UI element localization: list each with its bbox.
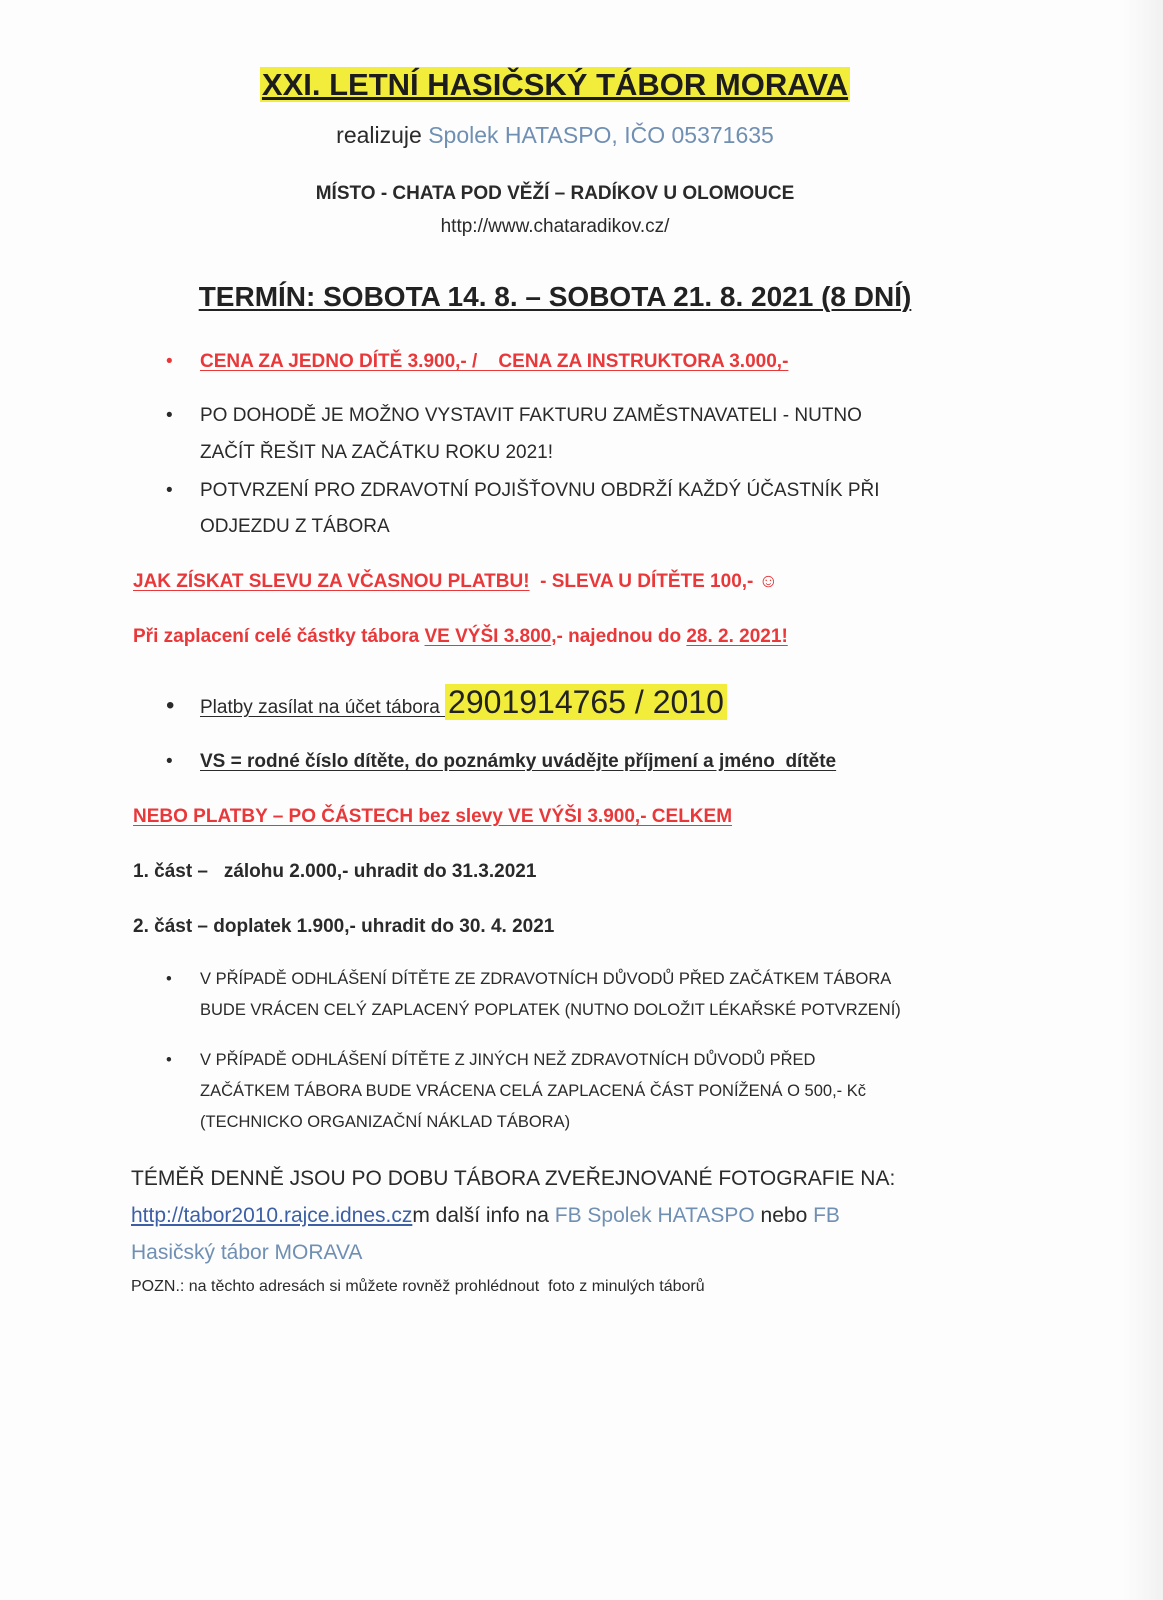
scan-edge [1123,0,1163,1600]
title-line [40,66,1070,103]
cancel-other-2: ZAČÁTKEM TÁBORA BUDE VRÁCENA CELÁ ZAPLACENÁ ČÁST PONÍŽENÁ O 500,- Kč [200,1082,866,1100]
bullet-icon: • [166,751,173,772]
discount-heading: JAK ZÍSKAT SLEVU ZA VČASNOU PLATBU! [133,571,530,592]
installment-2: 2. část – doplatek 1.900,- uhradit do 30. 4. 2021 [133,916,555,937]
term: TERMÍN: SOBOTA 14. 8. – SOBOTA 21. 8. 2021 (8 DNÍ) [198,281,912,312]
note: POZN.: na těchto adresách si můžete rovněž prohlédnout foto z minulých táborů [131,1278,705,1295]
account-label: Platby zasílat na účet tábora [200,697,446,718]
bullet-icon: • [166,692,175,719]
full-payment-deadline: 28. 2. 2021! [686,626,788,647]
place-url[interactable]: http://www.chataradikov.cz/ [440,216,670,237]
full-payment-line [133,626,788,649]
insurance-row [166,480,880,503]
vs-line: VS = rodné číslo dítěte, do poznámky uvádějte příjmení a jméno dítěte [200,751,837,772]
cancel-medical: V PŘÍPADĚ ODHLÁŠENÍ DÍTĚTE ZE ZDRAVOTNÍCH DŮVODŮ PŘED ZAČÁTKEM TÁBORA [200,970,892,988]
fb-tabor-morava: Hasičský tábor MORAVA [131,1241,363,1264]
full-payment-amount: VE VÝŠI 3.800 [424,626,552,647]
bullet-icon: • [166,351,173,372]
cancel-medical-2: BUDE VRÁCEN CELÝ ZAPLACENÝ POPLATEK (NUTNO DOLOŽIT LÉKAŘSKÉ POTVRZENÍ) [200,1001,901,1019]
installments-heading: NEBO PLATBY – PO ČÁSTECH bez slevy VE VÝŠI 3.900,- CELKEM [133,806,733,827]
vs-row [166,751,836,774]
photos-links-line [131,1203,840,1228]
cancel-other: V PŘÍPADĚ ODHLÁŠENÍ DÍTĚTE Z JINÝCH NEŽ ZDRAVOTNÍCH DŮVODŮ PŘED [200,1051,816,1069]
gallery-link[interactable]: http://tabor2010.rajce.idnes.cz [131,1204,413,1227]
invoice-row [166,405,862,428]
discount-amount: - SLEVA U DÍTĚTE 100,- ☺ [529,571,779,592]
installment-1: 1. část – zálohu 2.000,- uhradit do 31.3.2021 [133,861,537,882]
insurance-line-2: ODJEZDU Z TÁBORA [200,516,390,537]
discount-line [133,571,778,594]
document-title: XXI. LETNÍ HASIČSKÝ TÁBOR MORAVA [261,67,849,102]
place: MÍSTO - CHATA POD VĚŽÍ – RADÍKOV U OLOMOUCE [315,183,795,204]
account-number: 2901914765 / 2010 [445,684,727,720]
insurance-line: POTVRZENÍ PRO ZDRAVOTNÍ POJIŠŤOVNU OBDRŽÍ KAŽDÝ ÚČASTNÍK PŘI [200,480,880,501]
bullet-icon: • [166,1051,172,1069]
organizer-line [40,122,1070,150]
price-row [166,351,788,374]
cancel-other-3: (TECHNICKO ORGANIZAČNÍ NÁKLAD TÁBORA) [200,1113,571,1131]
photos-text: nebo [754,1204,814,1227]
full-payment-text: Při zaplacení celé částky tábora [133,626,425,647]
photos-line: TÉMĚŘ DENNĚ JSOU PO DOBU TÁBORA ZVEŘEJNOVANÉ FOTOGRAFIE NA: [131,1167,896,1190]
photos-text: m další info na [412,1204,555,1227]
invoice-line-2: ZAČÍT ŘEŠIT NA ZAČÁTKU ROKU 2021! [200,442,554,463]
bullet-icon: • [166,405,173,426]
full-payment-text: ,- najednou do [551,626,687,647]
price-line: CENA ZA JEDNO DÍTĚ 3.900,- / CENA ZA INSTRUKTORA 3.000,- [200,351,789,372]
bullet-icon: • [166,480,173,501]
organizer-prefix: realizuje [336,122,429,148]
account-line [166,682,727,728]
fb-hataspo-link: FB Spolek HATASPO [554,1204,755,1227]
fb-label: FB [813,1204,840,1227]
bullet-icon: • [166,970,172,988]
cancel-medical-row [166,970,891,990]
cancel-other-row [166,1051,815,1071]
organizer-name: Spolek HATASPO, IČO 05371635 [428,122,774,148]
invoice-line: PO DOHODĚ JE MOŽNO VYSTAVIT FAKTURU ZAMĚSTNAVATELI - NUTNO [200,405,862,426]
